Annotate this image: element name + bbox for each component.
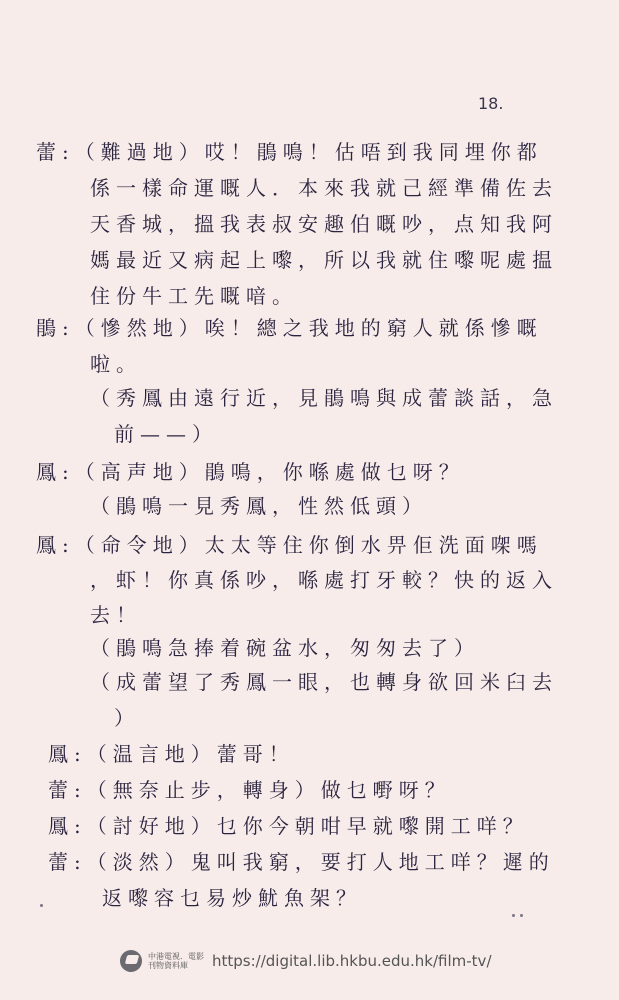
speaker-label: 鵑 [36, 316, 56, 340]
stray-mark [520, 914, 523, 917]
stage-direction: （鵑鳴急捧着碗盆水，匆匆去了） [90, 636, 480, 660]
stage-direction: （秀鳳由遠行近，見鵑鳴與成蕾談話，急 [90, 386, 558, 410]
script-line: :（淡然）鬼叫我窮，要打人地工咩？遲的 [74, 850, 555, 874]
archive-url: https://digital.lib.hkbu.edu.hk/film-tv/ [212, 952, 492, 970]
script-line: ，虾！你真係吵，喺處打牙較？快的返入 [90, 568, 558, 592]
script-line: 係一樣命運嘅人．本來我就己經準備佐去 [90, 176, 558, 200]
stage-direction: ） [114, 706, 140, 730]
script-line: 媽最近又病起上嚟，所以我就住嚟呢處揾 [90, 248, 558, 272]
stage-direction: 前——） [114, 422, 218, 446]
script-line: 天香城，搵我表叔安趣伯嘅吵，点知我阿 [90, 212, 558, 236]
script-line: :（命令地）太太等住你倒水畀佢洗面㗎嗎 [62, 533, 543, 557]
speaker-label: 蕾 [48, 850, 68, 874]
script-line: :（慘然地）唉！總之我地的窮人就係慘嘅 [62, 316, 543, 340]
stage-direction: （成蕾望了秀鳳一眼，也轉身欲回米臼去 [90, 670, 558, 694]
speaker-label: 鳳 [48, 814, 68, 838]
script-line: 啦。 [90, 352, 142, 376]
script-line: 返嚟容乜易炒魷魚架？ [102, 886, 362, 910]
speaker-label: 鳳 [36, 533, 56, 557]
script-line: :（難過地）哎！鵑鳴！估唔到我同埋你都 [62, 140, 543, 164]
stage-direction: （鵑鳴一見秀鳳，性然低頭） [90, 494, 428, 518]
script-line: 去！ [90, 603, 142, 627]
stray-mark [512, 914, 515, 917]
archive-name [148, 952, 204, 970]
script-line: :（無奈止步，轉身）做乜嘢呀？ [74, 778, 451, 802]
script-line: :（高声地）鵑鳴，你喺處做乜呀？ [62, 460, 465, 484]
speaker-label: 鳳 [48, 742, 68, 766]
archive-logo-icon [120, 950, 142, 972]
stray-mark [40, 904, 43, 907]
page-number: 18. [478, 94, 504, 113]
speaker-label: 鳳 [36, 460, 56, 484]
speaker-label: 蕾 [36, 140, 56, 164]
archive-name-line1: 中港電視．電影 [148, 952, 204, 961]
script-line: :（温言地）蕾哥！ [74, 742, 295, 766]
archive-watermark [120, 950, 492, 972]
script-line: 住份牛工先嘅喑。 [90, 284, 298, 308]
speaker-label: 蕾 [48, 778, 68, 802]
archive-name-line2: 刊物資料庫 [148, 961, 188, 970]
script-line: :（討好地）乜你今朝咁早就嚟開工咩？ [74, 814, 529, 838]
